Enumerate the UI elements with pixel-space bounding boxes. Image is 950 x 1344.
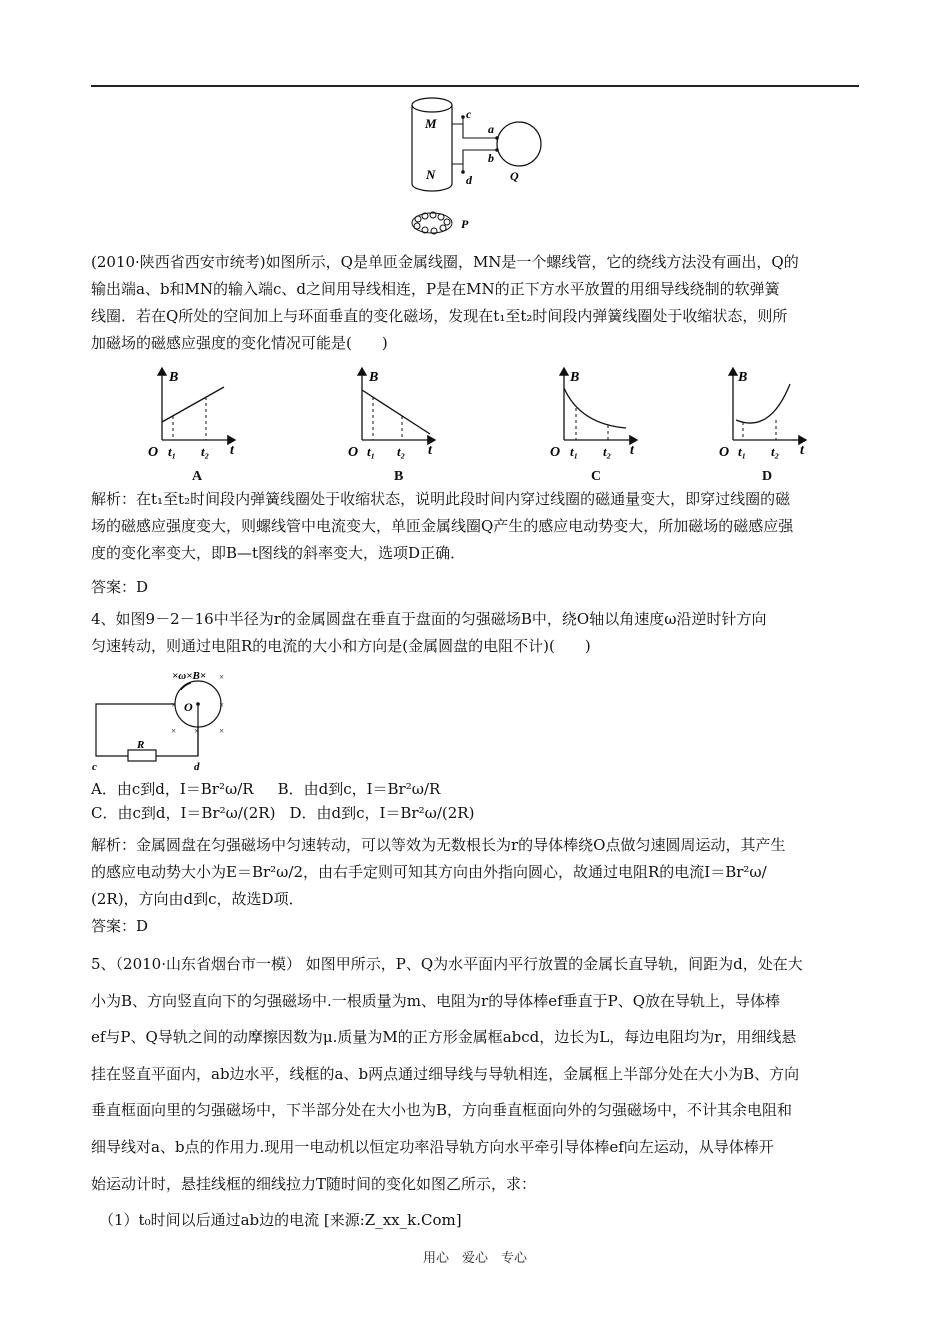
graph-c-axis-y: B [570, 370, 580, 385]
label-M: M [425, 116, 437, 131]
question-4-solution [91, 832, 861, 940]
q4-options-row [91, 777, 861, 801]
svg-text:×: × [219, 726, 225, 736]
label-N: N [426, 167, 436, 182]
q4-solution-line: 解析：金属圆盘在匀强磁场中匀速转动，可以等效为无数根长为r的导体棒绕O点做匀速圆周运动，其产生 [91, 836, 786, 854]
label-d: d [466, 173, 472, 187]
svg-text:×: × [171, 726, 177, 736]
rotating-disk-figure [88, 662, 248, 774]
q3-solution-line: 场的磁感应强度变大，则螺线管中电流变大，单匝金属线圈Q产生的感应电动势变大，所加磁场的磁感应强 [91, 517, 794, 535]
svg-text:×: × [194, 726, 200, 736]
disk-omega-label: ×ω×B× [172, 670, 207, 682]
q5-line: 细导线对a、b点的作用力.现用一电动机以恒定功率沿导轨方向水平牵引导体棒ef向左运动，从导体棒开 [91, 1137, 774, 1156]
graph-d-t2: t₂ [771, 444, 780, 459]
q3-line: 输出端a、b和MN的输入端c、d之间用导线相连，P是在MN的正下方水平放置的用细导线绕制的软弹簧 [91, 280, 780, 298]
label-Q: Q [510, 169, 519, 183]
graph-d-caption: D [762, 469, 773, 484]
graph-b-t2: t₂ [397, 444, 406, 459]
q4-option-c: C．由c到d，I＝Br²ω/(2R) [91, 804, 276, 822]
header-rule [91, 85, 859, 87]
q5-line: ef与P、Q导轨之间的动摩擦因数为μ.质量为M的正方形金属框abcd，边长为L，每边电阻均为r，用细线悬 [91, 1028, 797, 1047]
label-P: P [461, 217, 469, 231]
graph-a-axis-y: B [169, 370, 179, 385]
graph-b-axis-y: B [369, 370, 379, 385]
q4-line: 匀速转动，则通过电阻R的电流的大小和方向是(金属圆盘的电阻不计)( ) [91, 637, 591, 655]
q5-line: 5、（2010·山东省烟台市一模） 如图甲所示，P、Q为水平面内平行放置的金属长直导轨，间距为d，处在大 [91, 955, 803, 973]
q3-line: (2010·陕西省西安市统考)如图所示，Q是单匝金属线圈，MN是一个螺线管，它的绕线方法没有画出，Q的 [91, 253, 799, 271]
q3-solution-line: 度的变化率变大，即B—t图线的斜率变大，选项D正确． [91, 544, 466, 562]
q3-answer: 答案：D [91, 578, 149, 596]
graph-b-caption: B [394, 469, 404, 484]
bt-graphs [140, 362, 820, 487]
question-4-options [91, 777, 861, 825]
q5-line: 始运动计时，悬挂线框的细线拉力T随时间的变化如图乙所示，求： [91, 1174, 537, 1193]
graph-c-caption: C [591, 469, 602, 484]
q4-option-b: B．由d到c，I＝Br²ω/R [277, 780, 441, 798]
question-4 [91, 606, 861, 660]
q5-line: 小为B、方向竖直向下的匀强磁场中.一根质量为m、电阻为r的导体棒ef垂直于P、Q放在导轨上，导体棒 [91, 991, 781, 1010]
graph-d-t1: t₁ [738, 444, 747, 459]
q4-options-row [91, 801, 861, 825]
q5-line: 挂在竖直平面内，ab边水平，线框的a、b两点通过细导线与导轨相连，金属框上半部分处在大小为B、方向 [91, 1064, 800, 1083]
graph-b-t1: t₁ [367, 444, 376, 459]
terminal-c-label: c [92, 761, 97, 773]
graph-a-axis-x: t [230, 443, 234, 458]
question-5 [91, 946, 861, 1239]
graph-d-origin: O [719, 445, 730, 460]
q3-line: 线圈．若在Q所处的空间加上与环面垂直的变化磁场，发现在t₁至t₂时间段内弹簧线圈处于收缩状态，则所 [91, 307, 788, 325]
page-footer: 用心 爱心 专心 [422, 1251, 527, 1266]
terminal-d-label: d [194, 761, 200, 773]
solenoid-coil-figure [405, 92, 555, 240]
disk-center-label: O [184, 700, 193, 714]
graph-b [348, 368, 435, 484]
q3-solution-line: 解析：在t₁至t₂时间段内弹簧线圈处于收缩状态，说明此段时间内穿过线圈的磁通量变大，即穿过线圈的磁 [91, 490, 791, 508]
label-a: a [488, 122, 494, 136]
label-c: c [466, 107, 472, 121]
q4-option-a: A．由c到d，I＝Br²ω/R [91, 780, 254, 798]
q5-line: 垂直框面向里的匀强磁场中，下半部分处在大小也为B，方向垂直框面向外的匀强磁场中，不计其余电阻和 [91, 1101, 793, 1120]
graph-a-t1: t₁ [168, 444, 177, 459]
graph-b-axis-x: t [428, 443, 432, 458]
q5-subquestion-1: （1）t₀时间以后通过ab边的电流 [来源:Z_xx_k.Com] [99, 1211, 462, 1230]
svg-text:×: × [219, 672, 225, 682]
resistor-label: R [137, 739, 145, 751]
q4-answer: 答案：D [91, 917, 149, 935]
graph-c-t2: t₂ [603, 444, 612, 459]
graph-a [148, 368, 235, 484]
svg-text:×: × [219, 700, 225, 710]
graph-b-origin: O [348, 445, 359, 460]
graph-d [719, 368, 806, 484]
graph-c-t1: t₁ [570, 444, 579, 459]
graph-c-origin: O [550, 445, 561, 460]
q4-option-d: D．由d到c，I＝Br²ω/(2R) [289, 804, 475, 822]
svg-text:×: × [171, 700, 177, 710]
graph-c-axis-x: t [630, 443, 634, 458]
question-3 [91, 249, 861, 357]
graph-a-origin: O [148, 445, 159, 460]
q4-line: 4、如图9－2－16中半径为r的金属圆盘在垂直于盘面的匀强磁场B中，绕O轴以角速度ω沿逆时针方向 [91, 610, 767, 628]
q4-solution-line: (2R)，方向由d到c，故选D项． [91, 890, 304, 908]
graph-d-axis-y: B [738, 370, 748, 385]
graph-c [550, 368, 637, 484]
graph-a-t2: t₂ [201, 444, 210, 459]
q4-solution-line: 的感应电动势大小为E＝Br²ω/2，由右手定则可知其方向由外指向圆心，故通过电阻R的电流I＝Br²ω/ [91, 863, 767, 881]
graph-a-caption: A [192, 469, 203, 484]
question-3-solution [91, 486, 861, 601]
graph-d-axis-x: t [800, 443, 804, 458]
q3-line: 加磁场的磁感应强度的变化情况可能是( ) [91, 334, 388, 352]
label-b: b [488, 151, 494, 165]
